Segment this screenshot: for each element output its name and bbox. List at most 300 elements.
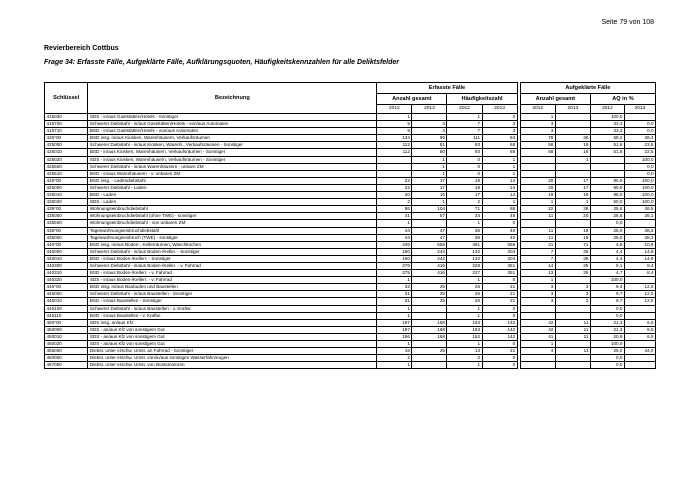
cell-aufgeklaert-2013 bbox=[555, 128, 590, 135]
cell-bezeichnung: BSD - in/aus Baustellen - Sonstiger bbox=[88, 298, 377, 305]
cell-aufgeklaert-2012: 13 bbox=[520, 270, 555, 277]
cell-aq-2012 bbox=[590, 156, 624, 163]
cell-aq-2013 bbox=[624, 312, 655, 319]
cell-aq-2012: 9,7 bbox=[590, 291, 624, 298]
cell-aufgeklaert-2012: 4 bbox=[520, 348, 555, 355]
cell-aufgeklaert-2012: 1 bbox=[520, 199, 555, 206]
cell-aufgeklaert-2012: 22 bbox=[520, 206, 555, 213]
cell-bezeichnung: Diebst. unter erschw. Umst. von Bootsmotoren bbox=[88, 362, 377, 369]
cell-aq-2013: 8,4 bbox=[624, 262, 655, 269]
cell-erfasst-2012: 16 bbox=[377, 348, 412, 355]
cell-aq-2013: 14,9 bbox=[624, 248, 655, 255]
cell-hz-2013: 14 bbox=[482, 177, 517, 184]
cell-aq-2012: 26,8 bbox=[590, 213, 624, 220]
cell-aufgeklaert-2013: 11 bbox=[555, 319, 590, 326]
cell-aq-2013: 100,0 bbox=[624, 177, 655, 184]
cell-aufgeklaert-2013 bbox=[555, 312, 590, 319]
cell-hz-2012: 26 bbox=[447, 284, 482, 291]
cell-hz-2013: 1 bbox=[482, 163, 517, 170]
cell-erfasst-2013 bbox=[412, 312, 447, 319]
cell-hz-2012: 93 bbox=[447, 149, 482, 156]
cell-aufgeklaert-2012: 1 bbox=[520, 277, 555, 284]
cell-hz-2013: 48 bbox=[482, 213, 517, 220]
table-row bbox=[45, 234, 656, 241]
table-row bbox=[45, 255, 656, 262]
cell-erfasst-2012: 1 bbox=[377, 312, 412, 319]
cell-aufgeklaert-2013 bbox=[555, 220, 590, 227]
table-row bbox=[45, 206, 656, 213]
cell-erfasst-2012: 160 bbox=[377, 255, 412, 262]
table-row bbox=[45, 262, 656, 269]
cell-schluessel: 425510 bbox=[45, 170, 88, 177]
cell-aq-2013: 10,8 bbox=[624, 241, 655, 248]
cell-aufgeklaert-2013: 3 bbox=[555, 291, 590, 298]
cell-erfasst-2012: 197 bbox=[377, 326, 412, 333]
cell-aufgeklaert-2013: 36 bbox=[555, 248, 590, 255]
cell-bezeichnung: Schwerer Diebstahl - in/aus Boden-/Keller. - v. Fahrrad bbox=[88, 262, 377, 269]
cell-aq-2012: 20,9 bbox=[590, 333, 624, 340]
cell-hz-2013: 21 bbox=[482, 298, 517, 305]
cell-aq-2012: 95,0 bbox=[590, 192, 624, 199]
cell-hz-2013: 351 bbox=[482, 262, 517, 269]
cell-aq-2012: 9,7 bbox=[590, 298, 624, 305]
cell-bezeichnung: Diebst. unter erschw. Umst. von/in/aus sonstigen Wasserfahrzeugen bbox=[88, 355, 377, 362]
cell-aq-2012: 51,8 bbox=[590, 149, 624, 156]
cell-aq-2013 bbox=[624, 114, 655, 121]
cell-aufgeklaert-2013 bbox=[555, 121, 590, 128]
cell-aq-2013: 22,5 bbox=[624, 149, 655, 156]
cell-bezeichnung: SDS - an/aus Kfz von sonstigem Gut bbox=[88, 341, 377, 348]
cell-bezeichnung: Diebst. unter erschw. Umst. an Fahrrad - Sonstiger bbox=[88, 348, 377, 355]
cell-hz-2012: 18 bbox=[447, 177, 482, 184]
cell-hz-2012: 132 bbox=[447, 248, 482, 255]
cell-aufgeklaert-2012 bbox=[520, 305, 555, 312]
table-row bbox=[45, 362, 656, 369]
cell-hz-2012: 71 bbox=[447, 206, 482, 213]
cell-aufgeklaert-2012 bbox=[520, 362, 555, 369]
cell-erfasst-2012: 1 bbox=[377, 277, 412, 284]
cell-erfasst-2012: 436 bbox=[377, 241, 412, 248]
cell-aufgeklaert-2012 bbox=[520, 156, 555, 163]
cell-aq-2012: 100,0 bbox=[590, 277, 624, 284]
cell-aufgeklaert-2012: 7 bbox=[520, 248, 555, 255]
cell-aq-2012: 25,6 bbox=[590, 206, 624, 213]
cell-hz-2013: 0 bbox=[482, 220, 517, 227]
cell-bezeichnung: Schwerer Diebstahl - in/aus Warenhäusern - unbare ZM bbox=[88, 163, 377, 170]
cell-aufgeklaert-2012: 42 bbox=[520, 319, 555, 326]
cell-hz-2013: 0 bbox=[482, 277, 517, 284]
cell-bezeichnung: Wohnungseinbruchdiebstahl (ohne TWE) - sonstiger bbox=[88, 213, 377, 220]
cell-hz-2012: 0 bbox=[447, 163, 482, 170]
cell-erfasst-2012: 44 bbox=[377, 234, 412, 241]
cell-bezeichnung: Tageswohnungseinbruchdiebstahl bbox=[88, 227, 377, 234]
cell-aq-2012: 100,0 bbox=[590, 114, 624, 121]
cell-aq-2012: 25,0 bbox=[590, 348, 624, 355]
cell-bezeichnung: Wohnungseinbruchdiebstahl bbox=[88, 206, 377, 213]
cell-aufgeklaert-2013: 18 bbox=[555, 234, 590, 241]
cell-hz-2013: 68 bbox=[482, 149, 517, 156]
cell-aufgeklaert-2012 bbox=[520, 355, 555, 362]
sub-header-anzahl-aufgeklaert: Anzahl gesamt bbox=[520, 94, 590, 105]
cell-schluessel: 440*00 bbox=[45, 241, 88, 248]
cell-hz-2012: 0 bbox=[447, 170, 482, 177]
cell-aufgeklaert-2013 bbox=[555, 362, 590, 369]
cell-bezeichnung: BSD - in/aus Gaststätten/Hotels - von/aus Automaten bbox=[88, 128, 377, 135]
cell-erfasst-2013: 1 bbox=[412, 156, 447, 163]
cell-aq-2013: 38,3 bbox=[624, 227, 655, 234]
cell-erfasst-2012: 9 bbox=[377, 128, 412, 135]
cell-aufgeklaert-2013: 36 bbox=[555, 135, 590, 142]
table-row bbox=[45, 312, 656, 319]
cell-hz-2012: 18 bbox=[447, 184, 482, 191]
cell-erfasst-2012: 276 bbox=[377, 262, 412, 269]
cell-aufgeklaert-2013: 1 bbox=[555, 156, 590, 163]
table-row bbox=[45, 341, 656, 348]
cell-schluessel: 450010 bbox=[45, 333, 88, 340]
cell-schluessel: 440310 bbox=[45, 270, 88, 277]
cell-aq-2012: 0,0 bbox=[590, 305, 624, 312]
cell-bezeichnung: Schwerer Diebstahl - in/aus Boden-/Keller. - Sonstiger bbox=[88, 248, 377, 255]
cell-hz-2013: 204 bbox=[482, 248, 517, 255]
table-row bbox=[45, 114, 656, 121]
cell-erfasst-2013 bbox=[412, 355, 447, 362]
cell-aufgeklaert-2012: 3 bbox=[520, 298, 555, 305]
cell-aq-2012: 90,9 bbox=[590, 184, 624, 191]
cell-aq-2013: 6,5 bbox=[624, 333, 655, 340]
cell-bezeichnung: BSD - in/aus Boden-/Kellerr. - Sonstiger bbox=[88, 255, 377, 262]
cell-bezeichnung: BSD - in/aus Warenhäusern - v. unbaren ZM bbox=[88, 170, 377, 177]
table-row bbox=[45, 149, 656, 156]
cell-aq-2012: 100,0 bbox=[590, 341, 624, 348]
cell-schluessel: 435000 bbox=[45, 213, 88, 220]
cell-aufgeklaert-2012: 3 bbox=[520, 121, 555, 128]
cell-schluessel: 415700 bbox=[45, 121, 88, 128]
cell-erfasst-2012 bbox=[377, 156, 412, 163]
cell-aq-2013: 12,0 bbox=[624, 298, 655, 305]
table-row bbox=[45, 319, 656, 326]
cell-aufgeklaert-2012 bbox=[520, 220, 555, 227]
cell-aufgeklaert-2013: 11 bbox=[555, 326, 590, 333]
table-row bbox=[45, 284, 656, 291]
cell-aufgeklaert-2013: 19 bbox=[555, 142, 590, 149]
cell-schluessel: 440320 bbox=[45, 277, 88, 284]
cell-hz-2013: 142 bbox=[482, 333, 517, 340]
cell-aq-2012: 33,3 bbox=[590, 121, 624, 128]
cell-aufgeklaert-2013 bbox=[555, 170, 590, 177]
cell-aufgeklaert-2013: 18 bbox=[555, 149, 590, 156]
cell-schluessel: 436000 bbox=[45, 234, 88, 241]
cell-aq-2013: 36,4 bbox=[624, 135, 655, 142]
cell-erfasst-2012: 2 bbox=[377, 355, 412, 362]
cell-aq-2012: 9,4 bbox=[590, 284, 624, 291]
cell-aufgeklaert-2013 bbox=[555, 305, 590, 312]
cell-bezeichnung: BSD - in/aus Baustellen - v. Kraftw. bbox=[88, 312, 377, 319]
cell-hz-2013: 0 bbox=[482, 362, 517, 369]
cell-aq-2012: 51,8 bbox=[590, 142, 624, 149]
cell-aq-2012: 25,0 bbox=[590, 227, 624, 234]
cell-hz-2012: 1 bbox=[447, 362, 482, 369]
sub-header-haeufigkeitszahl: Häufigkeitszahl bbox=[447, 94, 517, 105]
cell-hz-2013: 21 bbox=[482, 291, 517, 298]
cell-bezeichnung: Schwerer Diebstahl - Laden bbox=[88, 184, 377, 191]
cell-hz-2013: 88 bbox=[482, 206, 517, 213]
cell-erfasst-2013 bbox=[412, 114, 447, 121]
cell-hz-2013: 14 bbox=[482, 192, 517, 199]
cell-aq-2012: 33,3 bbox=[590, 128, 624, 135]
cell-bezeichnung: SDS - in/aus Boden-/Kellerr. - v. Fahrrad bbox=[88, 277, 377, 284]
cell-aufgeklaert-2013: 36 bbox=[555, 255, 590, 262]
cell-hz-2012: 361 bbox=[447, 241, 482, 248]
cell-aq-2012: 4,8 bbox=[590, 241, 624, 248]
table-row bbox=[45, 305, 656, 312]
cell-hz-2012: 1 bbox=[447, 341, 482, 348]
cell-hz-2012: 132 bbox=[447, 255, 482, 262]
cell-aq-2013 bbox=[624, 341, 655, 348]
cell-bezeichnung: BSD insg. in/aus Boden-, Kellerräumen, Waschküchen bbox=[88, 241, 377, 248]
cell-erfasst-2013 bbox=[412, 341, 447, 348]
cell-aufgeklaert-2012: 78 bbox=[520, 135, 555, 142]
cell-erfasst-2012: 31 bbox=[377, 291, 412, 298]
cell-erfasst-2012: 1 bbox=[377, 114, 412, 121]
cell-bezeichnung: BSD - in/aus Boden-/Kellerr. - v. Fahrrad bbox=[88, 270, 377, 277]
cell-schluessel: 445100 bbox=[45, 305, 88, 312]
cell-aufgeklaert-2013: 38 bbox=[555, 206, 590, 213]
cell-schluessel: 450*00 bbox=[45, 319, 88, 326]
cell-aufgeklaert-2012 bbox=[520, 163, 555, 170]
cell-erfasst-2012: 1 bbox=[377, 362, 412, 369]
cell-bezeichnung: SDS - an/aus Kfz von sonstigem Gut bbox=[88, 326, 377, 333]
cell-bezeichnung: BSD insg. in/aus Baubuden und Baustellen bbox=[88, 284, 377, 291]
cell-aq-2013: 100,0 bbox=[624, 156, 655, 163]
cell-erfasst-2013: 1 bbox=[412, 199, 447, 206]
cell-aufgeklaert-2012: 41 bbox=[520, 333, 555, 340]
cell-aufgeklaert-2012: 1 bbox=[520, 114, 555, 121]
table-row bbox=[45, 227, 656, 234]
cell-erfasst-2013: 104 bbox=[412, 206, 447, 213]
cell-aufgeklaert-2013: 3 bbox=[555, 284, 590, 291]
cell-hz-2013: 3 bbox=[482, 128, 517, 135]
cell-schluessel: 415020 bbox=[45, 114, 88, 121]
cell-aufgeklaert-2012: 11 bbox=[520, 227, 555, 234]
cell-erfasst-2012: 196 bbox=[377, 333, 412, 340]
year-header: 2012 bbox=[447, 105, 482, 114]
cell-erfasst-2013 bbox=[412, 362, 447, 369]
table-row bbox=[45, 277, 656, 284]
table-row bbox=[45, 213, 656, 220]
cell-aq-2012: 0,0 bbox=[590, 220, 624, 227]
cell-erfasst-2013: 25 bbox=[412, 298, 447, 305]
cell-aufgeklaert-2013: 11 bbox=[555, 348, 590, 355]
cell-aq-2012: 21,3 bbox=[590, 319, 624, 326]
cell-bezeichnung: Schwerer Diebstahl - in/aus Baustellen - Sonstiger bbox=[88, 291, 377, 298]
cell-hz-2012: 1 bbox=[447, 312, 482, 319]
cell-erfasst-2013: 168 bbox=[412, 319, 447, 326]
cell-erfasst-2013: 3 bbox=[412, 128, 447, 135]
cell-erfasst-2012: 2 bbox=[377, 199, 412, 206]
cell-aq-2012: 0,0 bbox=[590, 362, 624, 369]
cell-hz-2013: 40 bbox=[482, 227, 517, 234]
cell-hz-2013: 0 bbox=[482, 341, 517, 348]
cell-hz-2013: 556 bbox=[482, 241, 517, 248]
cell-aq-2013: 0,0 bbox=[624, 128, 655, 135]
cell-erfasst-2013: 168 bbox=[412, 333, 447, 340]
cell-aufgeklaert-2013 bbox=[555, 277, 590, 284]
cell-hz-2012: 1 bbox=[447, 277, 482, 284]
cell-aq-2012: 4,4 bbox=[590, 255, 624, 262]
cell-aq-2013 bbox=[624, 220, 655, 227]
cell-aufgeklaert-2012: 20 bbox=[520, 184, 555, 191]
cell-bezeichnung: SDS - Laden bbox=[88, 199, 377, 206]
group-header-aufgeklaerte: Aufgeklärte Fälle bbox=[520, 83, 655, 94]
cell-erfasst-2012: 9 bbox=[377, 121, 412, 128]
table-row bbox=[45, 135, 656, 142]
question-title: Frage 34: Erfasste Fälle, Aufgeklärte Fälle, Aufklärungsquoten, Häufigkeitskennzahlen für alle Deliktsfelder bbox=[44, 59, 400, 66]
col-header-bezeichnung: Bezeichnung bbox=[88, 83, 377, 114]
cell-hz-2012: 36 bbox=[447, 227, 482, 234]
cell-erfasst-2013: 25 bbox=[412, 291, 447, 298]
cell-aq-2013: 38,3 bbox=[624, 234, 655, 241]
cell-hz-2012: 7 bbox=[447, 128, 482, 135]
cell-hz-2012: 2 bbox=[447, 199, 482, 206]
cell-erfasst-2013: 1 bbox=[412, 170, 447, 177]
cell-aufgeklaert-2013: 17 bbox=[555, 177, 590, 184]
cell-schluessel: 440010 bbox=[45, 255, 88, 262]
cell-schluessel: 425*00 bbox=[45, 135, 88, 142]
cell-erfasst-2012: 112 bbox=[377, 142, 412, 149]
cell-aq-2013: 100,0 bbox=[624, 192, 655, 199]
cell-aq-2012 bbox=[590, 170, 624, 177]
cell-erfasst-2013: 416 bbox=[412, 262, 447, 269]
cell-schluessel: 445000 bbox=[45, 291, 88, 298]
cell-hz-2012: 13 bbox=[447, 348, 482, 355]
cell-erfasst-2012: 41 bbox=[377, 213, 412, 220]
sub-header-aq: AQ in % bbox=[590, 94, 655, 105]
cell-erfasst-2012: 197 bbox=[377, 319, 412, 326]
cell-aq-2012: 0,0 bbox=[590, 355, 624, 362]
cell-bezeichnung: SDS - an/aus Kfz von sonstigem Gut bbox=[88, 333, 377, 340]
cell-erfasst-2013: 3 bbox=[412, 121, 447, 128]
cell-aq-2013: 100,0 bbox=[624, 184, 655, 191]
cell-aq-2013: 35,1 bbox=[624, 213, 655, 220]
cell-schluessel: 426000 bbox=[45, 184, 88, 191]
cell-erfasst-2013: 25 bbox=[412, 284, 447, 291]
table-row bbox=[45, 199, 656, 206]
cell-hz-2013: 21 bbox=[482, 348, 517, 355]
cell-aufgeklaert-2012: 3 bbox=[520, 128, 555, 135]
cell-hz-2012: 1 bbox=[447, 220, 482, 227]
cell-erfasst-2013: 168 bbox=[412, 326, 447, 333]
cell-hz-2012: 7 bbox=[447, 121, 482, 128]
cell-hz-2013: 204 bbox=[482, 255, 517, 262]
cell-hz-2013: 142 bbox=[482, 326, 517, 333]
cell-hz-2012: 17 bbox=[447, 192, 482, 199]
cell-bezeichnung: Schwerer Diebstahl - in/aus Gaststätten/Hotels - von/aus Automaten bbox=[88, 121, 377, 128]
cell-bezeichnung: Schwerer Diebstahl - in/aus Baustellen - v. Kraftw. bbox=[88, 305, 377, 312]
cell-aufgeklaert-2013: 71 bbox=[555, 241, 590, 248]
cell-hz-2012: 93 bbox=[447, 142, 482, 149]
table-row bbox=[45, 128, 656, 135]
cell-hz-2012: 2 bbox=[447, 355, 482, 362]
cell-schluessel: 467000 bbox=[45, 362, 88, 369]
cell-schluessel: 436*00 bbox=[45, 227, 88, 234]
cell-aq-2013: 14,9 bbox=[624, 255, 655, 262]
cell-aufgeklaert-2012: 20 bbox=[520, 177, 555, 184]
cell-aq-2013: 36,5 bbox=[624, 206, 655, 213]
cell-bezeichnung: BSD - Laden bbox=[88, 192, 377, 199]
year-header: 2013 bbox=[482, 105, 517, 114]
table-row bbox=[45, 333, 656, 340]
col-header-schluessel: Schlüssel bbox=[45, 83, 88, 114]
cell-aq-2013 bbox=[624, 355, 655, 362]
year-header: 2012 bbox=[520, 105, 555, 114]
table-row bbox=[45, 156, 656, 163]
cell-aufgeklaert-2013: 16 bbox=[555, 192, 590, 199]
cell-aufgeklaert-2013: 11 bbox=[555, 333, 590, 340]
cell-aufgeklaert-2012: 7 bbox=[520, 255, 555, 262]
cell-aufgeklaert-2012: 58 bbox=[520, 149, 555, 156]
cell-bezeichnung: Tageswohnungseinbruch (TWE) - sonstiger bbox=[88, 234, 377, 241]
cell-aq-2013 bbox=[624, 305, 655, 312]
year-header: 2013 bbox=[624, 105, 655, 114]
cell-schluessel: 456000 bbox=[45, 348, 88, 355]
cell-aufgeklaert-2012: 58 bbox=[520, 142, 555, 149]
cell-erfasst-2013: 99 bbox=[412, 135, 447, 142]
table-row bbox=[45, 163, 656, 170]
cell-schluessel: 445*00 bbox=[45, 284, 88, 291]
cell-erfasst-2013: 25 bbox=[412, 348, 447, 355]
cell-bezeichnung: BSD insg. - Ladendiebstahl bbox=[88, 177, 377, 184]
cell-schluessel: 450000 bbox=[45, 326, 88, 333]
table-row bbox=[45, 192, 656, 199]
cell-erfasst-2013: 1 bbox=[412, 163, 447, 170]
table-row bbox=[45, 121, 656, 128]
page-number: Seite 79 von 108 bbox=[601, 19, 654, 26]
cell-aq-2012: 5,1 bbox=[590, 262, 624, 269]
cell-erfasst-2013: 16 bbox=[412, 192, 447, 199]
cell-bezeichnung: BSD insg. in/aus Kiosken, Warenhäusern, Verkaufsräumen bbox=[88, 135, 377, 142]
cell-aq-2013: 23,5 bbox=[624, 142, 655, 149]
cell-erfasst-2012: 1 bbox=[377, 341, 412, 348]
cell-erfasst-2012 bbox=[377, 163, 412, 170]
statistics-table bbox=[44, 82, 656, 369]
cell-aufgeklaert-2012: 14 bbox=[520, 262, 555, 269]
cell-hz-2013: 142 bbox=[482, 319, 517, 326]
year-header: 2013 bbox=[412, 105, 447, 114]
table-row bbox=[45, 241, 656, 248]
table-row bbox=[45, 270, 656, 277]
cell-aufgeklaert-2013 bbox=[555, 163, 590, 170]
cell-erfasst-2012: 31 bbox=[377, 298, 412, 305]
cell-erfasst-2013: 416 bbox=[412, 270, 447, 277]
cell-erfasst-2013: 242 bbox=[412, 248, 447, 255]
cell-bezeichnung: Wohnungseinbruchdiebstahl - von unbaren ZM bbox=[88, 220, 377, 227]
region-title: Revierbereich Cottbus bbox=[44, 45, 119, 52]
cell-aufgeklaert-2012: 1 bbox=[520, 341, 555, 348]
sub-header-anzahl: Anzahl gesamt bbox=[377, 94, 447, 105]
cell-schluessel: 425000 bbox=[45, 142, 88, 149]
cell-hz-2013: 351 bbox=[482, 270, 517, 277]
table-body bbox=[45, 114, 656, 369]
cell-aq-2012: 25,0 bbox=[590, 234, 624, 241]
cell-aufgeklaert-2012: 3 bbox=[520, 284, 555, 291]
cell-aufgeklaert-2013 bbox=[555, 355, 590, 362]
cell-bezeichnung: SDS - in/aus Gaststätten/Hotels - Sonstiger bbox=[88, 114, 377, 121]
cell-aq-2013: 8,4 bbox=[624, 270, 655, 277]
cell-schluessel: 445010 bbox=[45, 298, 88, 305]
cell-schluessel: 440000 bbox=[45, 248, 88, 255]
cell-aufgeklaert-2012 bbox=[520, 170, 555, 177]
year-header: 2012 bbox=[377, 105, 412, 114]
